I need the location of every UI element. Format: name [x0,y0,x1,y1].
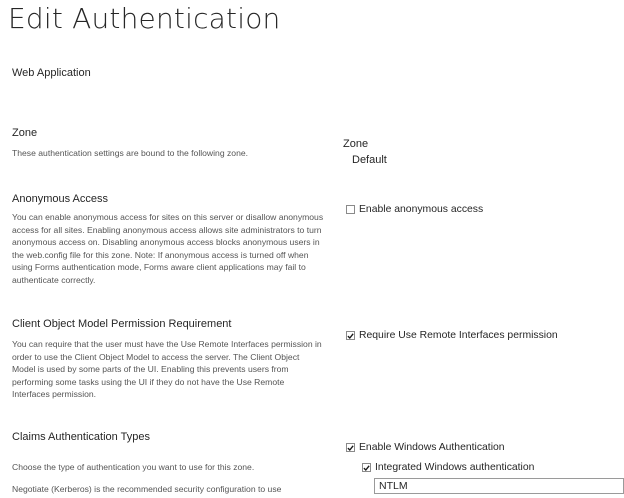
enable-anonymous-access-label: Enable anonymous access [359,204,484,215]
web-application-heading: Web Application [12,67,91,79]
require-remote-interfaces-checkbox[interactable] [346,331,355,340]
page-title: Edit Authentication [8,2,281,35]
enable-windows-authentication-label: Enable Windows Authentication [359,442,505,453]
client-object-model-heading: Client Object Model Permission Requirement [12,318,232,330]
enable-windows-authentication-option[interactable] [346,442,505,453]
require-remote-interfaces-label: Require Use Remote Interfaces permission [359,330,558,341]
checkmark-icon [347,332,354,340]
enable-windows-authentication-checkbox[interactable] [346,443,355,452]
claims-authentication-description: Choose the type of authentication you want to use for this zone. [12,462,255,472]
enable-anonymous-access-checkbox[interactable] [346,205,355,214]
zone-field-label: Zone [343,138,369,150]
integrated-windows-authentication-option[interactable] [362,462,534,473]
zone-heading: Zone [12,127,38,139]
integrated-windows-authentication-checkbox[interactable] [362,463,371,472]
zone-description: These authentication settings are bound to the following zone. [12,148,249,158]
require-remote-interfaces-option[interactable] [346,330,558,341]
checkmark-icon [363,464,370,472]
claims-kerberos-note: Negotiate (Kerberos) is the recommended security configuration to use [12,484,282,494]
checkmark-icon [347,444,354,452]
authentication-provider-select[interactable]: NTLM [374,478,624,494]
enable-anonymous-access-option[interactable] [346,204,483,215]
zone-value: Default [352,154,387,166]
claims-authentication-heading: Claims Authentication Types [12,431,150,443]
anonymous-access-description: You can enable anonymous access for sites on this server or disallow anonymous access for all sites. Enabling anonymous access allows site administrators to turn anonymous access on. Disabling anonymous access blocks anonymous users in the web.config file for this zone. Note: If anonymous access is turned off when using Forms authentication mode, Forms aware client applications may fail to authenticate correctly. [12,212,324,285]
integrated-windows-authentication-label: Integrated Windows authentication [375,462,535,473]
client-object-model-description: You can require that the user must have the Use Remote Interfaces permission in order to use the Client Object Model to access the server. The Client Object Model is used by some parts of the UI. Enabling this prevents users from performing some tasks using the UI if they do not have the Use Remote Interfaces permission. [12,339,322,400]
anonymous-access-heading: Anonymous Access [12,193,108,205]
